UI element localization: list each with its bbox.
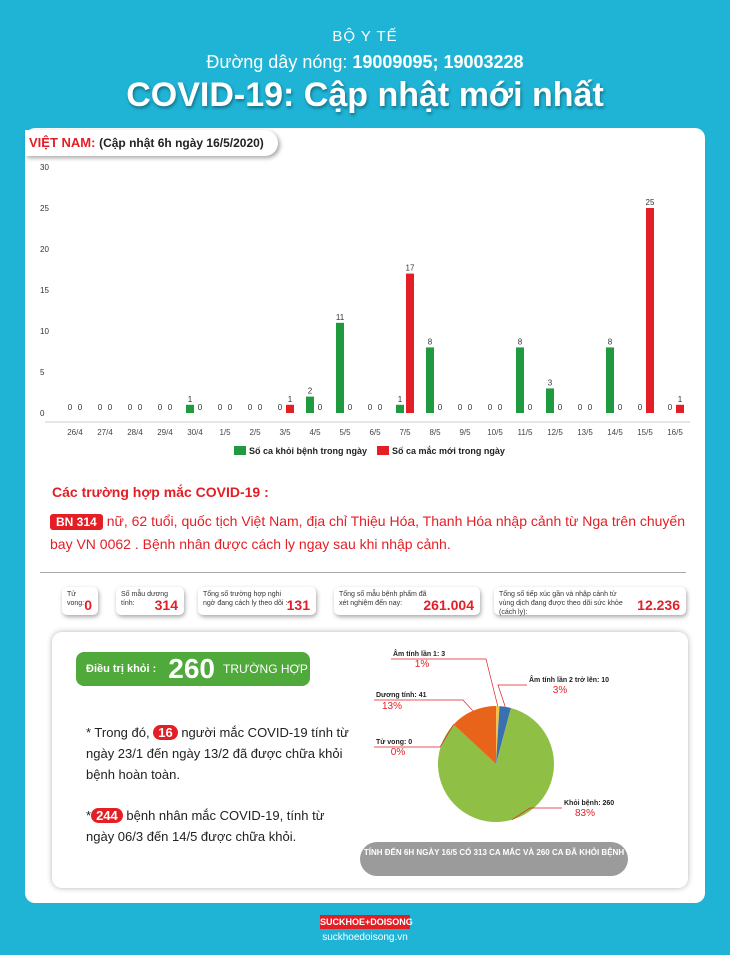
- divider: [40, 572, 686, 573]
- note-first: [86, 722, 356, 785]
- y-tick-label: 20: [40, 245, 49, 254]
- bar: [646, 208, 654, 413]
- cases-title: Các trường hợp mắc COVID-19 :: [52, 484, 269, 500]
- data-label: 0: [227, 403, 233, 412]
- x-tick-label: 6/5: [369, 428, 381, 437]
- x-tick-label: 15/5: [637, 428, 653, 437]
- bar: [516, 347, 524, 413]
- data-label: 0: [497, 403, 503, 412]
- stat-tested: [334, 587, 480, 615]
- update-time: (Cập nhật 6h ngày 16/5/2020): [99, 136, 264, 150]
- data-label: 1: [187, 394, 193, 404]
- stat-label: Tổng số mẫu bệnh phẩm đã xét nghiệm đến nay:: [339, 591, 427, 607]
- bar: [336, 323, 344, 413]
- data-label: 0: [127, 403, 133, 412]
- data-label: 0: [67, 403, 73, 412]
- x-tick-label: 4/5: [309, 428, 321, 437]
- case-description: [50, 510, 690, 555]
- slice-label: Âm tính lần 2 trở lên: 10: [529, 677, 610, 684]
- data-label: 0: [277, 403, 283, 412]
- data-label: 0: [167, 403, 173, 412]
- x-tick-label: 16/5: [667, 428, 683, 437]
- publisher-site: suckhoedoisong.vn: [322, 932, 408, 943]
- slice-percent: 0%: [390, 747, 406, 758]
- bar: [286, 405, 294, 413]
- slice-label: Âm tính lần 1: 3: [393, 651, 446, 658]
- data-label: 0: [347, 403, 353, 412]
- daily-bar-chart: [0, 0, 730, 470]
- x-tick-label: 10/5: [487, 428, 503, 437]
- data-label: 0: [317, 403, 323, 412]
- slice-label: Khỏi bệnh: 260: [564, 800, 615, 807]
- case-badge: BN 314: [50, 514, 103, 530]
- note-prefix: * Trong đó,: [86, 725, 150, 740]
- y-tick-label: 5: [40, 368, 45, 377]
- data-label: 0: [457, 403, 463, 412]
- data-label: 2: [307, 386, 313, 396]
- data-label: 0: [577, 403, 583, 412]
- case-text: nữ, 62 tuổi, quốc tịch Việt Nam, địa chỉ Thiệu Hóa, Thanh Hóa nhập cảnh từ Nga trên chuyến bay VN 0062 . Bệnh nhân được cách ly ngay sau khi nhập cảnh.: [50, 513, 686, 552]
- slice-percent: 3%: [552, 685, 568, 696]
- data-label: 0: [637, 403, 643, 412]
- legend-label: Số ca mắc mới trong ngày: [392, 446, 505, 456]
- vietnam-label: VIỆT NAM:: [29, 135, 96, 150]
- x-tick-label: 26/4: [67, 428, 83, 437]
- y-tick-label: 25: [40, 204, 49, 213]
- cured-number: 260: [168, 653, 215, 684]
- stat-label: Số mẫu dương tính:: [121, 591, 169, 607]
- page-title: COVID-19: Cập nhật mới nhất: [126, 76, 604, 114]
- legend-label: Số ca khỏi bệnh trong ngày: [249, 446, 368, 456]
- data-label: 1: [677, 394, 683, 404]
- data-label: 0: [197, 403, 203, 412]
- data-label: 8: [517, 337, 523, 347]
- x-tick-label: 12/5: [547, 428, 563, 437]
- x-tick-label: 13/5: [577, 428, 593, 437]
- stat-value: 0: [84, 597, 92, 613]
- org-name: BỘ Y TẾ: [332, 28, 398, 45]
- stat-deaths: [62, 587, 98, 615]
- y-tick-label: 30: [40, 163, 49, 172]
- hotline-label: Đường dây nóng:: [206, 52, 348, 72]
- stat-value: 131: [286, 597, 310, 613]
- bar: [306, 397, 314, 413]
- data-label: 0: [617, 403, 623, 412]
- data-label: 0: [97, 403, 103, 412]
- bar: [676, 405, 684, 413]
- data-label: 0: [437, 403, 443, 412]
- data-label: 0: [107, 403, 113, 412]
- x-tick-label: 9/5: [459, 428, 471, 437]
- x-tick-label: 7/5: [399, 428, 411, 437]
- slice-label: Dương tính: 41: [376, 692, 427, 699]
- x-tick-label: 30/4: [187, 428, 203, 437]
- x-tick-label: 29/4: [157, 428, 173, 437]
- bar: [406, 274, 414, 413]
- data-label: 1: [397, 394, 403, 404]
- x-tick-label: 28/4: [127, 428, 143, 437]
- note-second: [86, 805, 356, 847]
- stat-label: Tổng số tiếp xúc gần và nhập cảnh từ vùng dịch đang được theo dõi sức khỏe (cách ly):: [499, 591, 623, 616]
- stat-label: Tử vong:: [67, 591, 85, 607]
- stat-positive: [116, 587, 184, 615]
- note-text: bệnh nhân mắc COVID-19, tính từ ngày 06/3 đến 14/5 được chữa khỏi.: [86, 808, 325, 844]
- note-count: 244: [91, 808, 123, 823]
- slice-percent: 83%: [574, 808, 596, 819]
- data-label: 8: [427, 337, 433, 347]
- y-tick-label: 0: [40, 409, 45, 418]
- data-label: 17: [405, 263, 415, 273]
- data-label: 0: [257, 403, 263, 412]
- x-tick-label: 27/4: [97, 428, 113, 437]
- data-label: 0: [557, 403, 563, 412]
- data-label: 0: [247, 403, 253, 412]
- data-label: 1: [287, 394, 293, 404]
- cured-label: Điều trị khỏi :: [86, 663, 157, 675]
- x-tick-label: 11/5: [517, 428, 533, 437]
- note-text: người mắc COVID-19 tính từ ngày 23/1 đến ngày 13/2 đã được chữa khỏi bệnh hoàn toàn.: [86, 725, 349, 782]
- cured-unit: TRƯỜNG HỢP: [223, 662, 308, 676]
- bar: [606, 347, 614, 413]
- stat-suspected: [198, 587, 316, 615]
- x-tick-label: 1/5: [219, 428, 231, 437]
- x-tick-label: 14/5: [607, 428, 623, 437]
- note-prefix: *: [86, 808, 92, 823]
- bar: [426, 347, 434, 413]
- note-count: 16: [153, 725, 177, 740]
- data-label: 0: [527, 403, 533, 412]
- stat-monitored: [494, 587, 686, 615]
- data-label: 0: [487, 403, 493, 412]
- x-tick-label: 3/5: [279, 428, 291, 437]
- data-label: 0: [217, 403, 223, 412]
- y-tick-label: 15: [40, 286, 49, 295]
- data-label: 0: [667, 403, 673, 412]
- stat-value: 261.004: [423, 597, 474, 613]
- data-label: 0: [377, 403, 383, 412]
- summary-box: TÍNH ĐẾN 6H NGÀY 16/5 CÓ 313 CA MẮC VÀ 260 CA ĐÃ KHỎI BỆNH: [360, 842, 628, 876]
- hotline-numbers: 19009095; 19003228: [352, 52, 524, 72]
- publisher-logo: SUCKHOE+DOISONG: [320, 917, 413, 927]
- bar: [546, 388, 554, 413]
- cured-banner: [76, 652, 310, 686]
- bar: [186, 405, 194, 413]
- y-tick-label: 10: [40, 327, 49, 336]
- data-label: 0: [367, 403, 373, 412]
- data-label: 0: [587, 403, 593, 412]
- data-label: 0: [137, 403, 143, 412]
- stat-value: 314: [154, 597, 178, 613]
- data-label: 11: [335, 312, 345, 322]
- stat-label: Tổng số trường hợp nghi ngờ đang cách ly theo dõi :: [203, 591, 288, 607]
- bar: [396, 405, 404, 413]
- legend-swatch: [234, 446, 246, 455]
- data-label: 0: [467, 403, 473, 412]
- x-tick-label: 8/5: [429, 428, 441, 437]
- x-tick-label: 5/5: [339, 428, 351, 437]
- stat-value: 12.236: [637, 597, 680, 613]
- data-label: 0: [157, 403, 163, 412]
- legend-swatch: [377, 446, 389, 455]
- slice-label: Tử vong: 0: [376, 739, 413, 746]
- slice-percent: 13%: [381, 701, 403, 712]
- x-tick-label: 2/5: [249, 428, 261, 437]
- data-label: 3: [547, 378, 553, 388]
- slice-percent: 1%: [414, 659, 430, 670]
- data-label: 0: [77, 403, 83, 412]
- data-label: 8: [607, 337, 613, 347]
- data-label: 25: [645, 198, 655, 207]
